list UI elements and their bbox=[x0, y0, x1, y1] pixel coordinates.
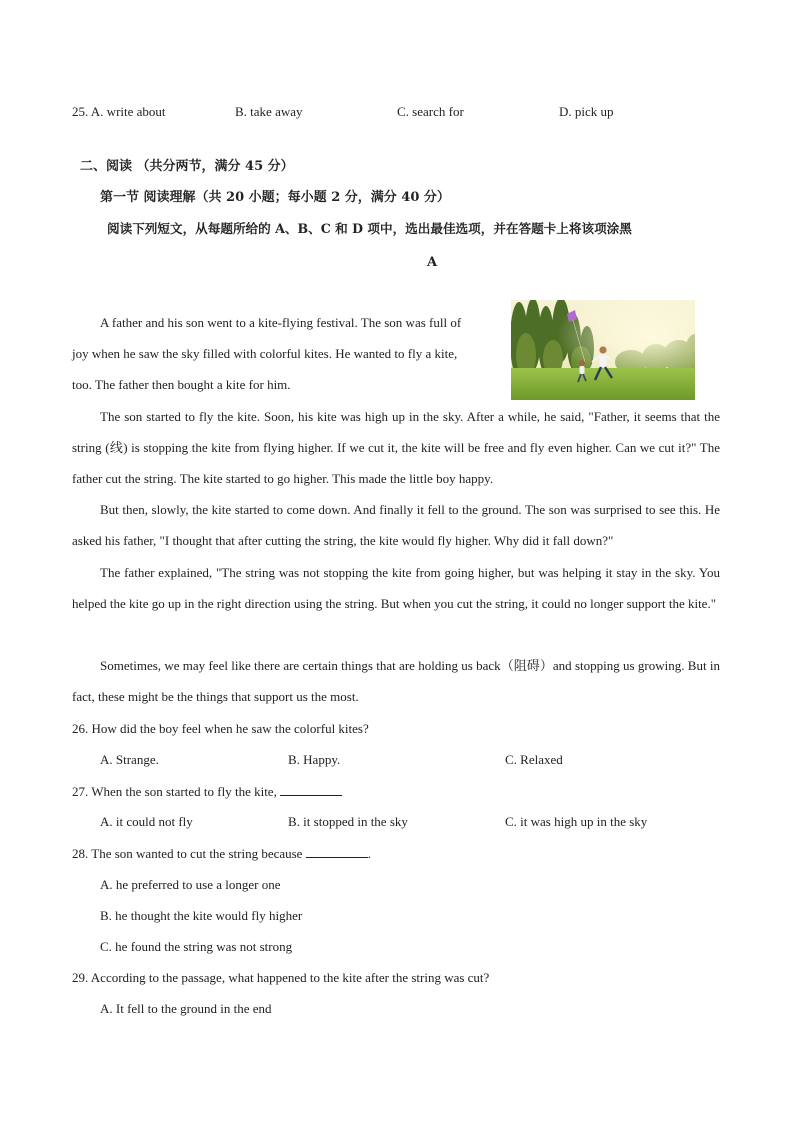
q28-option-a: A. he preferred to use a longer one bbox=[100, 877, 281, 892]
passage-p5: Sometimes, we may feel like there are certain things that are holding us back（阻碍）and stopping us growing. But in fact, these might be the things that support us the most. bbox=[72, 658, 720, 704]
q27-stem: 27. When the son started to fly the kite, bbox=[72, 784, 277, 799]
passage-p4: The father explained, "The string was not stopping the kite from going higher, but was helping it stay in the sky. You helped the kite go up in the right direction using the string. But when you cut the string, it could no longer support the kite." bbox=[72, 565, 720, 611]
section-heading: 二、阅读 （共分两节，满分 45 分） bbox=[80, 159, 294, 174]
q25-number: 25. bbox=[72, 104, 89, 119]
q27-option-b: B. it stopped in the sky bbox=[288, 814, 408, 829]
q26-stem: 26. How did the boy feel when he saw the colorful kites? bbox=[72, 721, 369, 736]
q25-option-d: D. pick up bbox=[559, 104, 614, 119]
q26-option-b: B. Happy. bbox=[288, 752, 341, 767]
q29-stem: 29. According to the passage, what happened to the kite after the string was cut? bbox=[72, 970, 490, 985]
q25-option-a bbox=[72, 104, 166, 120]
passage-label: A bbox=[427, 255, 438, 270]
passage-p1-line2: joy when he saw the sky filled with colorful kites. He wanted to fly a kite, bbox=[72, 346, 458, 361]
q29-option-a: A. It fell to the ground in the end bbox=[100, 1001, 272, 1016]
passage-p3: But then, slowly, the kite started to come down. And finally it fell to the ground. The son was surprised to see this. He asked his father, "I thought that after cutting the string, the kite would fly higher. Why did it fall down?" bbox=[72, 502, 720, 548]
q28-stem: 28. The son wanted to cut the string because bbox=[72, 846, 303, 861]
kite-photo bbox=[511, 300, 695, 400]
q28-option-c: C. he found the string was not strong bbox=[100, 939, 293, 954]
q26-option-a: A. Strange. bbox=[100, 752, 159, 767]
q28-option-b: B. he thought the kite would fly higher bbox=[100, 908, 303, 923]
q27-answer-blank bbox=[280, 783, 342, 796]
part-heading: 第一节 阅读理解（共 20 小题；每小题 2 分，满分 40 分） bbox=[100, 190, 450, 205]
q25-option-c: C. search for bbox=[397, 104, 464, 119]
passage-p2: The son started to fly the kite. Soon, his kite was high up in the sky. After a while, he said, "Father, it seems that the string (线) is stopping the kite from flying higher. If we cut it, the kite will be free and fly even higher. Can we cut it?" The father cut the string. The kite started to go higher. This made the little boy happy. bbox=[72, 409, 720, 486]
passage-p1-line1: A father and his son went to a kite-flying festival. The son was full of bbox=[100, 315, 462, 330]
q25-option-b: B. take away bbox=[235, 104, 303, 119]
q28-answer-blank bbox=[306, 845, 368, 858]
q25-a-text: A. write about bbox=[90, 104, 166, 119]
passage-p1-line3: too. The father then bought a kite for him. bbox=[72, 377, 291, 392]
q28-stem-line bbox=[72, 845, 371, 862]
q27-stem-line bbox=[72, 783, 342, 800]
q27-option-a: A. it could not fly bbox=[100, 814, 193, 829]
q28-stem-end: . bbox=[367, 846, 371, 861]
instruction-text: 阅读下列短文，从每题所给的 A、B、C 和 D 项中，选出最佳选项，并在答题卡上将该项涂黑 bbox=[107, 221, 632, 236]
q26-option-c: C. Relaxed bbox=[505, 752, 563, 767]
q27-option-c: C. it was high up in the sky bbox=[505, 814, 648, 829]
